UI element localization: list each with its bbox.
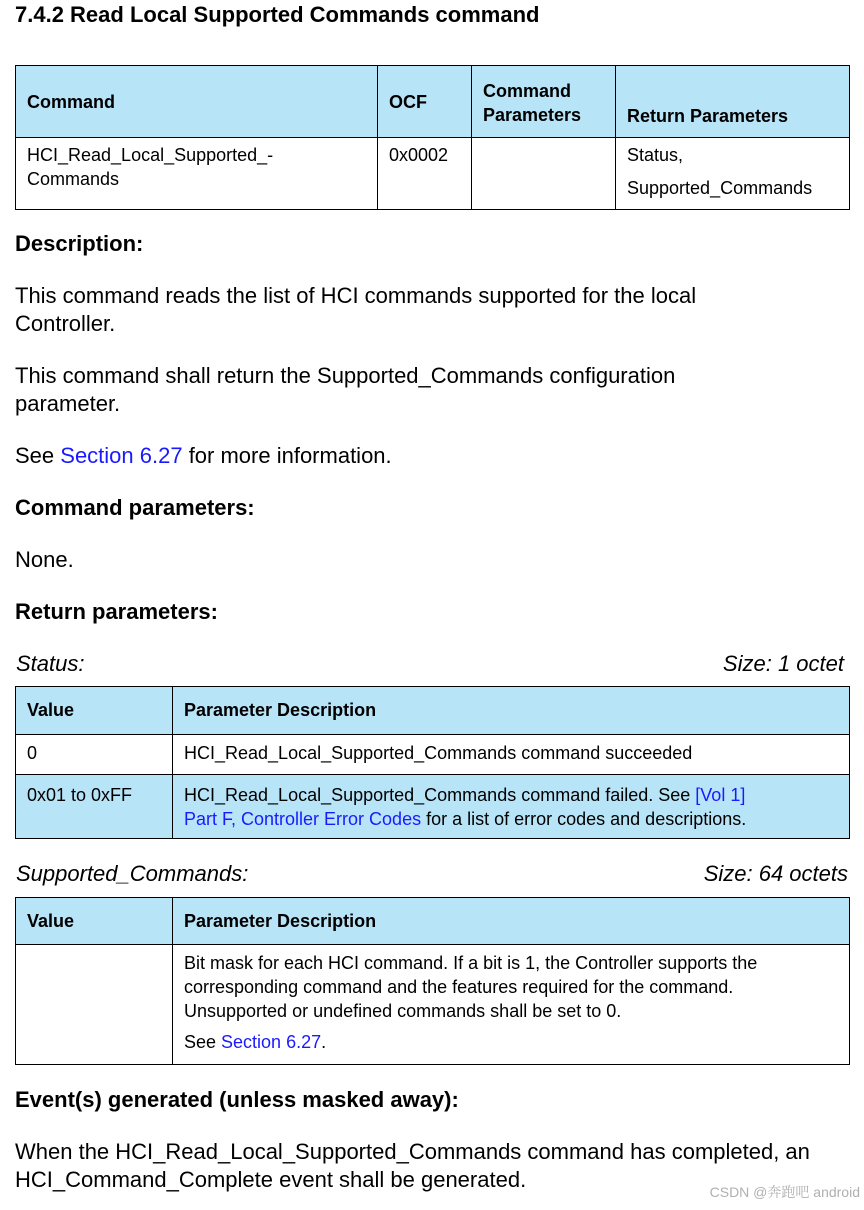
supported-row1-see-before: See [184, 1032, 222, 1052]
header-command-parameters-text: Command Parameters [483, 81, 582, 125]
command-parameters-value: None. [15, 547, 74, 572]
status-param-name: Status: [16, 651, 85, 676]
supported-row1-see [184, 1030, 838, 1054]
description-heading: Description: [15, 231, 144, 256]
command-parameters-heading: Command parameters: [15, 495, 255, 520]
supported-row1-desc: Bit mask for each HCI command. If a bit is 1, the Controller supports the corresponding command and the features required for the command. Unsupported or undefined commands shall be set to 0. [184, 953, 758, 1021]
return-param-line1: Status, [627, 145, 684, 165]
status-row1-desc: HCI_Read_Local_Supported_Commands command succeeded [173, 735, 850, 775]
header-ocf: OCF [378, 66, 472, 138]
status-row2-value: 0x01 to 0xFF [16, 775, 173, 839]
description-para1: This command reads the list of HCI commands supported for the local Controller. [15, 283, 697, 336]
supported-header-description: Parameter Description [173, 898, 850, 945]
controller-error-codes-link[interactable]: Part F, Controller Error Codes [184, 809, 422, 829]
supported-commands-param-size: Size: 64 octets [703, 861, 848, 886]
header-command-parameters [472, 66, 616, 138]
command-name-line2: Commands [27, 169, 120, 189]
watermark: CSDN @奔跑吧 android [709, 1184, 860, 1200]
status-header-description: Parameter Description [173, 687, 850, 735]
header-command: Command [16, 66, 378, 138]
header-return-parameters: Return Parameters [616, 66, 850, 138]
events-text: When the HCI_Read_Local_Supported_Commands command has completed, an HCI_Command_Complete event shall be generated. [15, 1139, 810, 1192]
return-parameters-heading: Return parameters: [15, 599, 218, 624]
status-row2-desc-before: HCI_Read_Local_Supported_Commands command failed. See [184, 785, 696, 805]
status-header-value: Value [16, 687, 173, 735]
supported-row1-value [16, 945, 173, 1065]
command-name-line1: HCI_Read_Local_Supported_- [27, 145, 274, 165]
events-heading: Event(s) generated (unless masked away): [15, 1087, 459, 1112]
supported-commands-param-name: Supported_Commands: [16, 861, 249, 886]
status-param-size: Size: 1 octet [722, 651, 844, 676]
cell-command-parameters [472, 138, 616, 210]
section-6-27-link-2[interactable]: Section 6.27 [221, 1032, 322, 1052]
status-row2-desc-after: for a list of error codes and descriptions. [421, 809, 747, 829]
cell-return-parameters [616, 138, 850, 210]
cell-ocf: 0x0002 [378, 138, 472, 210]
status-row2-desc [173, 775, 850, 839]
description-para3-before: See [15, 443, 61, 468]
status-table [15, 686, 850, 839]
vol1-link[interactable]: [Vol 1] [695, 785, 746, 805]
supported-commands-table [15, 897, 850, 1065]
cell-command-name [16, 138, 378, 210]
description-para3-after: for more information. [182, 443, 392, 468]
command-table [15, 65, 850, 210]
section-title: 7.4.2 Read Local Supported Commands command [15, 2, 540, 27]
return-param-line2: Supported_Commands [627, 178, 813, 198]
supported-row1-see-after: . [321, 1032, 327, 1052]
supported-header-value: Value [16, 898, 173, 945]
section-6-27-link[interactable]: Section 6.27 [60, 443, 183, 468]
status-row1-value: 0 [16, 735, 173, 775]
supported-row1-desc-cell [173, 945, 850, 1065]
description-para3 [15, 442, 775, 470]
description-para2: This command shall return the Supported_Commands configuration parameter. [15, 363, 676, 416]
